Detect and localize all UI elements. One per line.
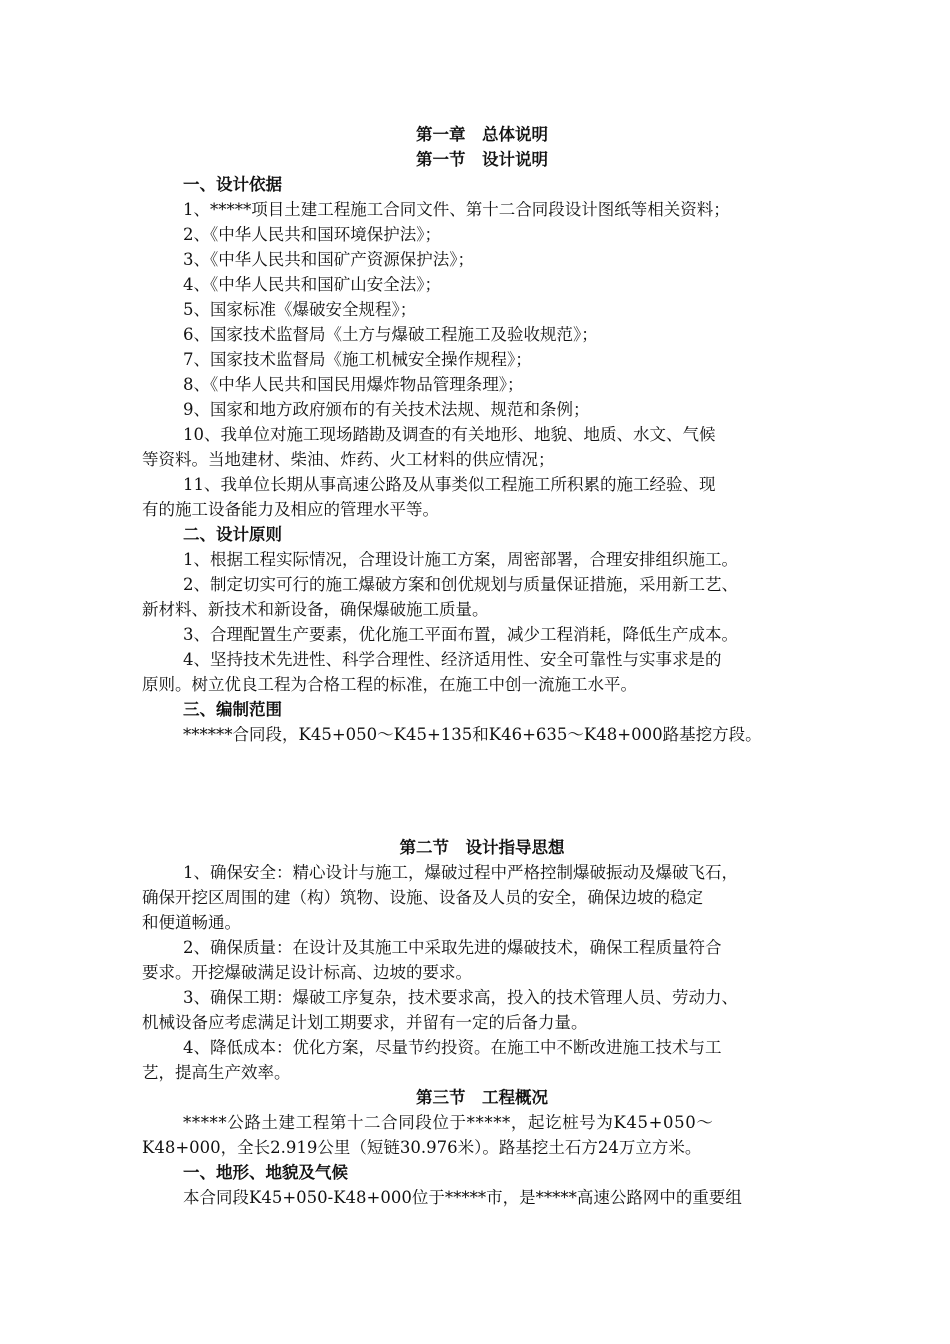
basis-item: 9、国家和地方政府颁布的有关技术法规、规范和条例； xyxy=(183,400,590,419)
basis-item: 4、《中华人民共和国矿山安全法》； xyxy=(183,275,441,294)
principle-1: 1、根据工程实际情况，合理设计施工方案，周密部署，合理安排组织施工。 xyxy=(183,550,738,569)
basis-heading: 一、设计依据 xyxy=(183,175,282,194)
basis-item: 7、国家技术监督局《施工机械安全操作规程》； xyxy=(183,350,532,369)
principles-heading: 二、设计原则 xyxy=(183,525,282,544)
chapter-title: 第一章 总体说明 xyxy=(416,125,548,144)
guide-1-cont: 和便道畅通。 xyxy=(142,913,241,932)
overview-intro-cont: K48+000，全长2.919公里（短链30.976米）。路基挖土石方24万立方米。 xyxy=(142,1138,702,1157)
principle-2-cont: 新材料、新技术和新设备，确保爆破施工质量。 xyxy=(142,600,489,619)
section3-title: 第三节 工程概况 xyxy=(416,1088,548,1107)
guide-1: 1、确保安全：精心设计与施工，爆破过程中严格控制爆破振动及爆破飞石， xyxy=(183,863,738,882)
guide-2-cont: 要求。开挖爆破满足设计标高、边坡的要求。 xyxy=(142,963,472,982)
guide-4: 4、降低成本：优化方案，尽量节约投资。在施工中不断改进施工技术与工 xyxy=(183,1038,722,1057)
basis-item-10: 10、我单位对施工现场踏勘及调查的有关地形、地貌、地质、水文、气候 xyxy=(183,425,716,444)
terrain-text: 本合同段K45+050-K48+000位于*****市，是*****高速公路网中的重要组 xyxy=(183,1188,742,1207)
basis-item: 6、国家技术监督局《土方与爆破工程施工及验收规范》； xyxy=(183,325,598,344)
section-spacer xyxy=(142,747,822,835)
guide-1-cont: 确保开挖区周围的建（构）筑物、设施、设备及人员的安全，确保边坡的稳定 xyxy=(142,888,703,907)
guide-4-cont: 艺，提高生产效率。 xyxy=(142,1063,291,1082)
scope-heading: 三、编制范围 xyxy=(183,700,282,719)
principle-2: 2、制定切实可行的施工爆破方案和创优规划与质量保证措施，采用新工艺、 xyxy=(183,575,738,594)
basis-item: 5、国家标准《爆破安全规程》； xyxy=(183,300,417,319)
section2-title: 第二节 设计指导思想 xyxy=(399,838,565,857)
basis-item-11: 11、我单位长期从事高速公路及从事类似工程施工所积累的施工经验、现 xyxy=(183,475,716,494)
overview-intro: *****公路土建工程第十二合同段位于*****，起讫桩号为K45+050～ xyxy=(183,1113,714,1132)
basis-item: 2、《中华人民共和国环境保护法》； xyxy=(183,225,441,244)
section1-title: 第一节 设计说明 xyxy=(416,150,548,169)
basis-item: 1、*****项目土建工程施工合同文件、第十二合同段设计图纸等相关资料； xyxy=(183,200,730,219)
basis-item: 8、《中华人民共和国民用爆炸物品管理条理》； xyxy=(183,375,524,394)
document-body xyxy=(142,122,822,1210)
guide-3: 3、确保工期：爆破工序复杂，技术要求高，投入的技术管理人员、劳动力、 xyxy=(183,988,738,1007)
basis-item-10-cont: 等资料。当地建材、柴油、炸药、火工材料的供应情况； xyxy=(142,450,555,469)
principle-4-cont: 原则。树立优良工程为合格工程的标准，在施工中创一流施工水平。 xyxy=(142,675,637,694)
guide-3-cont: 机械设备应考虑满足计划工期要求，并留有一定的后备力量。 xyxy=(142,1013,588,1032)
basis-item: 3、《中华人民共和国矿产资源保护法》； xyxy=(183,250,474,269)
principle-3: 3、合理配置生产要素，优化施工平面布置，减少工程消耗，降低生产成本。 xyxy=(183,625,738,644)
scope-text: ******合同段，K45+050～K45+135和K46+635～K48+000路基挖方段。 xyxy=(183,725,762,744)
basis-item-11-cont: 有的施工设备能力及相应的管理水平等。 xyxy=(142,500,439,519)
principle-4: 4、坚持技术先进性、科学合理性、经济适用性、安全可靠性与实事求是的 xyxy=(183,650,722,669)
guide-2: 2、确保质量：在设计及其施工中采取先进的爆破技术，确保工程质量符合 xyxy=(183,938,722,957)
terrain-heading: 一、地形、地貌及气候 xyxy=(183,1163,348,1182)
